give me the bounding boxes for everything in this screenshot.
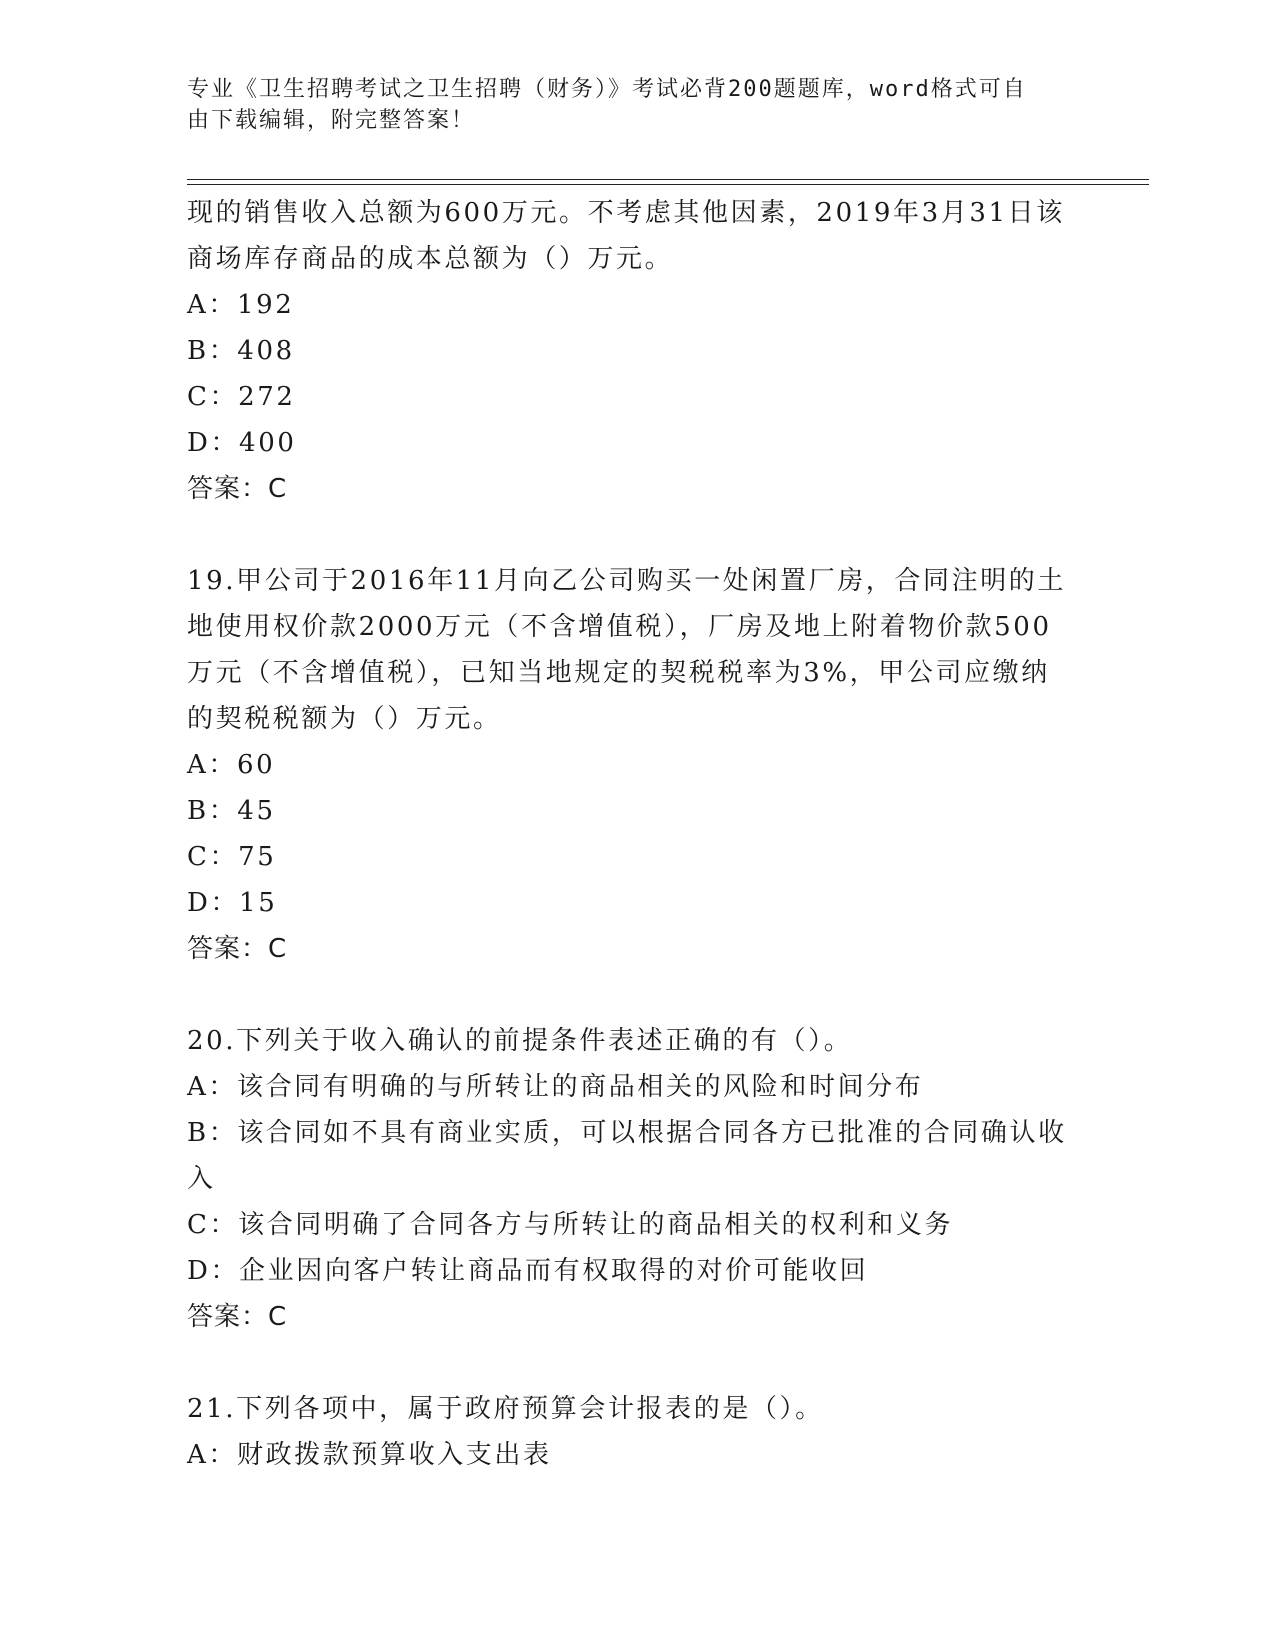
option-d: D：400	[187, 428, 297, 458]
header-line: 由下载编辑，附完整答案！	[187, 108, 476, 133]
question-20	[187, 1018, 1087, 1340]
question-stem: 20.下列关于收入确认的前提条件表述正确的有（）。	[187, 1026, 853, 1056]
option-d: D：企业因向客户转让商品而有权取得的对价可能收回	[187, 1256, 869, 1286]
answer: 答案：C	[187, 934, 288, 964]
answer: 答案：C	[187, 474, 288, 504]
header-divider	[187, 179, 1149, 180]
question-stem: 19.甲公司于2016年11月向乙公司购买一处闲置厂房，合同注明的土	[187, 566, 1067, 596]
option-b: B：45	[187, 796, 276, 826]
option-c: C：75	[187, 842, 277, 872]
question-21	[187, 1386, 1087, 1478]
question-stem: 21.下列各项中，属于政府预算会计报表的是（）。	[187, 1394, 824, 1424]
option-a: A：该合同有明确的与所转让的商品相关的风险和时间分布	[187, 1072, 924, 1102]
spacer	[187, 972, 1087, 1018]
spacer	[187, 512, 1087, 558]
option-d: D：15	[187, 888, 278, 918]
question-19	[187, 558, 1087, 972]
question-18	[187, 190, 1087, 512]
option-a: A：60	[187, 750, 276, 780]
question-stem: 的契税税额为（）万元。	[187, 704, 502, 734]
question-stem: 现的销售收入总额为600万元。不考虑其他因素，2019年3月31日该	[187, 198, 1065, 228]
option-c: C：272	[187, 382, 296, 412]
option-a: A：财政拨款预算收入支出表	[187, 1440, 552, 1470]
option-b: B：该合同如不具有商业实质，可以根据合同各方已批准的合同确认收	[187, 1118, 1067, 1148]
question-stem: 商场库存商品的成本总额为（）万元。	[187, 244, 674, 274]
question-stem: 地使用权价款2000万元（不含增值税），厂房及地上附着物价款500	[187, 612, 1052, 642]
header-divider	[187, 184, 1149, 185]
question-stem: 万元（不含增值税），已知当地规定的契税税率为3%，甲公司应缴纳	[187, 658, 1050, 688]
spacer	[187, 1340, 1087, 1386]
option-b-continued: 入	[187, 1164, 216, 1194]
answer: 答案：C	[187, 1302, 288, 1332]
header-line: 专业《卫生招聘考试之卫生招聘（财务）》考试必背200题题库，word格式可自	[187, 77, 1027, 102]
document-header	[187, 74, 1067, 136]
option-b: B：408	[187, 336, 295, 366]
option-a: A：192	[187, 290, 295, 320]
document-body	[187, 190, 1087, 1478]
option-c: C：该合同明确了合同各方与所转让的商品相关的权利和义务	[187, 1210, 954, 1240]
